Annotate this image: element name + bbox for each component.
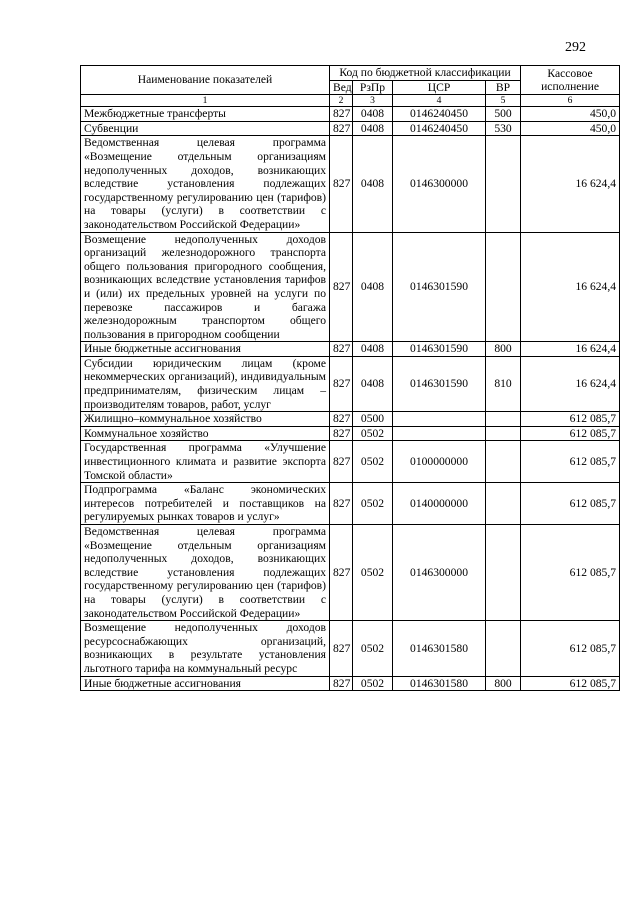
cell-rzpr: 0502 bbox=[353, 441, 393, 483]
cell-vr: 810 bbox=[486, 356, 521, 411]
column-number: 6 bbox=[521, 95, 620, 107]
table-row bbox=[81, 342, 620, 357]
header-code-group: Код по бюджетной классификации bbox=[330, 66, 521, 81]
header-csr: ЦСР bbox=[393, 80, 486, 95]
cell-vr bbox=[486, 483, 521, 525]
cell-vr bbox=[486, 136, 521, 232]
cell-name: Возмещение недополученных доходов ресурсоснабжающих организаций, возникающих в результате установления льготного тарифа на коммунальный ресурс bbox=[81, 621, 330, 676]
cell-vr: 530 bbox=[486, 121, 521, 136]
cell-rzpr: 0408 bbox=[353, 232, 393, 342]
cell-ved: 827 bbox=[330, 525, 353, 621]
cell-ved: 827 bbox=[330, 621, 353, 676]
cell-rzpr: 0408 bbox=[353, 121, 393, 136]
cell-ved: 827 bbox=[330, 356, 353, 411]
cell-rzpr: 0408 bbox=[353, 107, 393, 122]
cell-vr: 500 bbox=[486, 107, 521, 122]
cell-amount: 450,0 bbox=[521, 107, 620, 122]
table-row bbox=[81, 136, 620, 232]
cell-rzpr: 0408 bbox=[353, 136, 393, 232]
cell-ved: 827 bbox=[330, 441, 353, 483]
cell-name: Подпрограмма «Баланс экономических интересов потребителей и поставщиков на регулируемых рынках товаров и услуг» bbox=[81, 483, 330, 525]
column-number: 3 bbox=[353, 95, 393, 107]
cell-csr: 0146240450 bbox=[393, 107, 486, 122]
cell-rzpr: 0408 bbox=[353, 342, 393, 357]
budget-table bbox=[80, 65, 620, 691]
table-row bbox=[81, 426, 620, 441]
cell-vr bbox=[486, 621, 521, 676]
cell-ved: 827 bbox=[330, 136, 353, 232]
cell-rzpr: 0500 bbox=[353, 412, 393, 427]
cell-vr bbox=[486, 441, 521, 483]
header-rzpr: РзПр bbox=[353, 80, 393, 95]
header-name: Наименование показателей bbox=[81, 66, 330, 95]
cell-ved: 827 bbox=[330, 342, 353, 357]
cell-name: Субсидии юридическим лицам (кроме некоммерческих организаций), индивидуальным предпринимателям, физическим лицам – производителям товаров, работ, услуг bbox=[81, 356, 330, 411]
page-number: 292 bbox=[565, 40, 586, 55]
cell-csr: 0146301580 bbox=[393, 621, 486, 676]
header-ved: Вед bbox=[330, 80, 353, 95]
cell-csr: 0146301590 bbox=[393, 356, 486, 411]
cell-csr: 0146301580 bbox=[393, 676, 486, 691]
cell-rzpr: 0502 bbox=[353, 483, 393, 525]
cell-amount: 612 085,7 bbox=[521, 676, 620, 691]
header-amount: Кассовое исполнение bbox=[521, 66, 620, 95]
cell-name: Возмещение недополученных доходов организаций железнодорожного транспорта общего пользования пригородного сообщения, возникающих вследствие установления тарифов и (или) их предельных уровней на услуги по перевозке пассажиров и багажа железнодорожным транспортом общего пользования в пригородном сообщении bbox=[81, 232, 330, 342]
cell-ved: 827 bbox=[330, 483, 353, 525]
cell-ved: 827 bbox=[330, 676, 353, 691]
cell-ved: 827 bbox=[330, 426, 353, 441]
table-row bbox=[81, 356, 620, 411]
cell-csr: 0146301590 bbox=[393, 232, 486, 342]
cell-csr bbox=[393, 426, 486, 441]
cell-name: Иные бюджетные ассигнования bbox=[81, 342, 330, 357]
cell-vr bbox=[486, 525, 521, 621]
cell-csr: 0100000000 bbox=[393, 441, 486, 483]
cell-vr: 800 bbox=[486, 342, 521, 357]
cell-amount: 16 624,4 bbox=[521, 342, 620, 357]
cell-amount: 612 085,7 bbox=[521, 483, 620, 525]
cell-csr: 0146301590 bbox=[393, 342, 486, 357]
table-row bbox=[81, 525, 620, 621]
table-row bbox=[81, 441, 620, 483]
cell-vr: 800 bbox=[486, 676, 521, 691]
cell-rzpr: 0502 bbox=[353, 621, 393, 676]
header-vr: ВР bbox=[486, 80, 521, 95]
column-number: 5 bbox=[486, 95, 521, 107]
cell-amount: 612 085,7 bbox=[521, 525, 620, 621]
table-row bbox=[81, 483, 620, 525]
column-number: 2 bbox=[330, 95, 353, 107]
cell-ved: 827 bbox=[330, 107, 353, 122]
table-row bbox=[81, 412, 620, 427]
cell-rzpr: 0408 bbox=[353, 356, 393, 411]
cell-name: Государственная программа «Улучшение инвестиционного климата и развитие экспорта Томской области» bbox=[81, 441, 330, 483]
cell-amount: 16 624,4 bbox=[521, 136, 620, 232]
cell-name: Субвенции bbox=[81, 121, 330, 136]
cell-amount: 16 624,4 bbox=[521, 232, 620, 342]
cell-vr bbox=[486, 426, 521, 441]
cell-rzpr: 0502 bbox=[353, 525, 393, 621]
cell-ved: 827 bbox=[330, 121, 353, 136]
cell-vr bbox=[486, 232, 521, 342]
table-row bbox=[81, 107, 620, 122]
cell-name: Ведомственная целевая программа «Возмещение отдельным организациям недополученных доходов, возникающих вследствие установления подлежащих государственному регулированию цен (тарифов) на товары (услуги) в соответствии с законодательством Российской Федерации» bbox=[81, 136, 330, 232]
table-row bbox=[81, 621, 620, 676]
cell-rzpr: 0502 bbox=[353, 426, 393, 441]
cell-name: Коммунальное хозяйство bbox=[81, 426, 330, 441]
cell-name: Межбюджетные трансферты bbox=[81, 107, 330, 122]
cell-vr bbox=[486, 412, 521, 427]
cell-amount: 612 085,7 bbox=[521, 412, 620, 427]
cell-amount: 612 085,7 bbox=[521, 441, 620, 483]
cell-csr: 0146300000 bbox=[393, 525, 486, 621]
cell-amount: 612 085,7 bbox=[521, 621, 620, 676]
column-number: 4 bbox=[393, 95, 486, 107]
cell-csr: 0146240450 bbox=[393, 121, 486, 136]
column-number: 1 bbox=[81, 95, 330, 107]
cell-csr: 0140000000 bbox=[393, 483, 486, 525]
table-row bbox=[81, 232, 620, 342]
cell-ved: 827 bbox=[330, 412, 353, 427]
cell-rzpr: 0502 bbox=[353, 676, 393, 691]
cell-ved: 827 bbox=[330, 232, 353, 342]
cell-name: Ведомственная целевая программа «Возмещение отдельным организациям недополученных доходов, возникающих вследствие установления подлежащих государственному регулированию цен (тарифов) на товары (услуги) в соответствии с законодательством Российской Федерации» bbox=[81, 525, 330, 621]
table-row bbox=[81, 676, 620, 691]
cell-amount: 16 624,4 bbox=[521, 356, 620, 411]
table-row bbox=[81, 121, 620, 136]
cell-csr: 0146300000 bbox=[393, 136, 486, 232]
table-body bbox=[81, 107, 620, 691]
cell-amount: 450,0 bbox=[521, 121, 620, 136]
cell-csr bbox=[393, 412, 486, 427]
column-number-row bbox=[81, 95, 620, 107]
cell-amount: 612 085,7 bbox=[521, 426, 620, 441]
cell-name: Жилищно–коммунальное хозяйство bbox=[81, 412, 330, 427]
cell-name: Иные бюджетные ассигнования bbox=[81, 676, 330, 691]
